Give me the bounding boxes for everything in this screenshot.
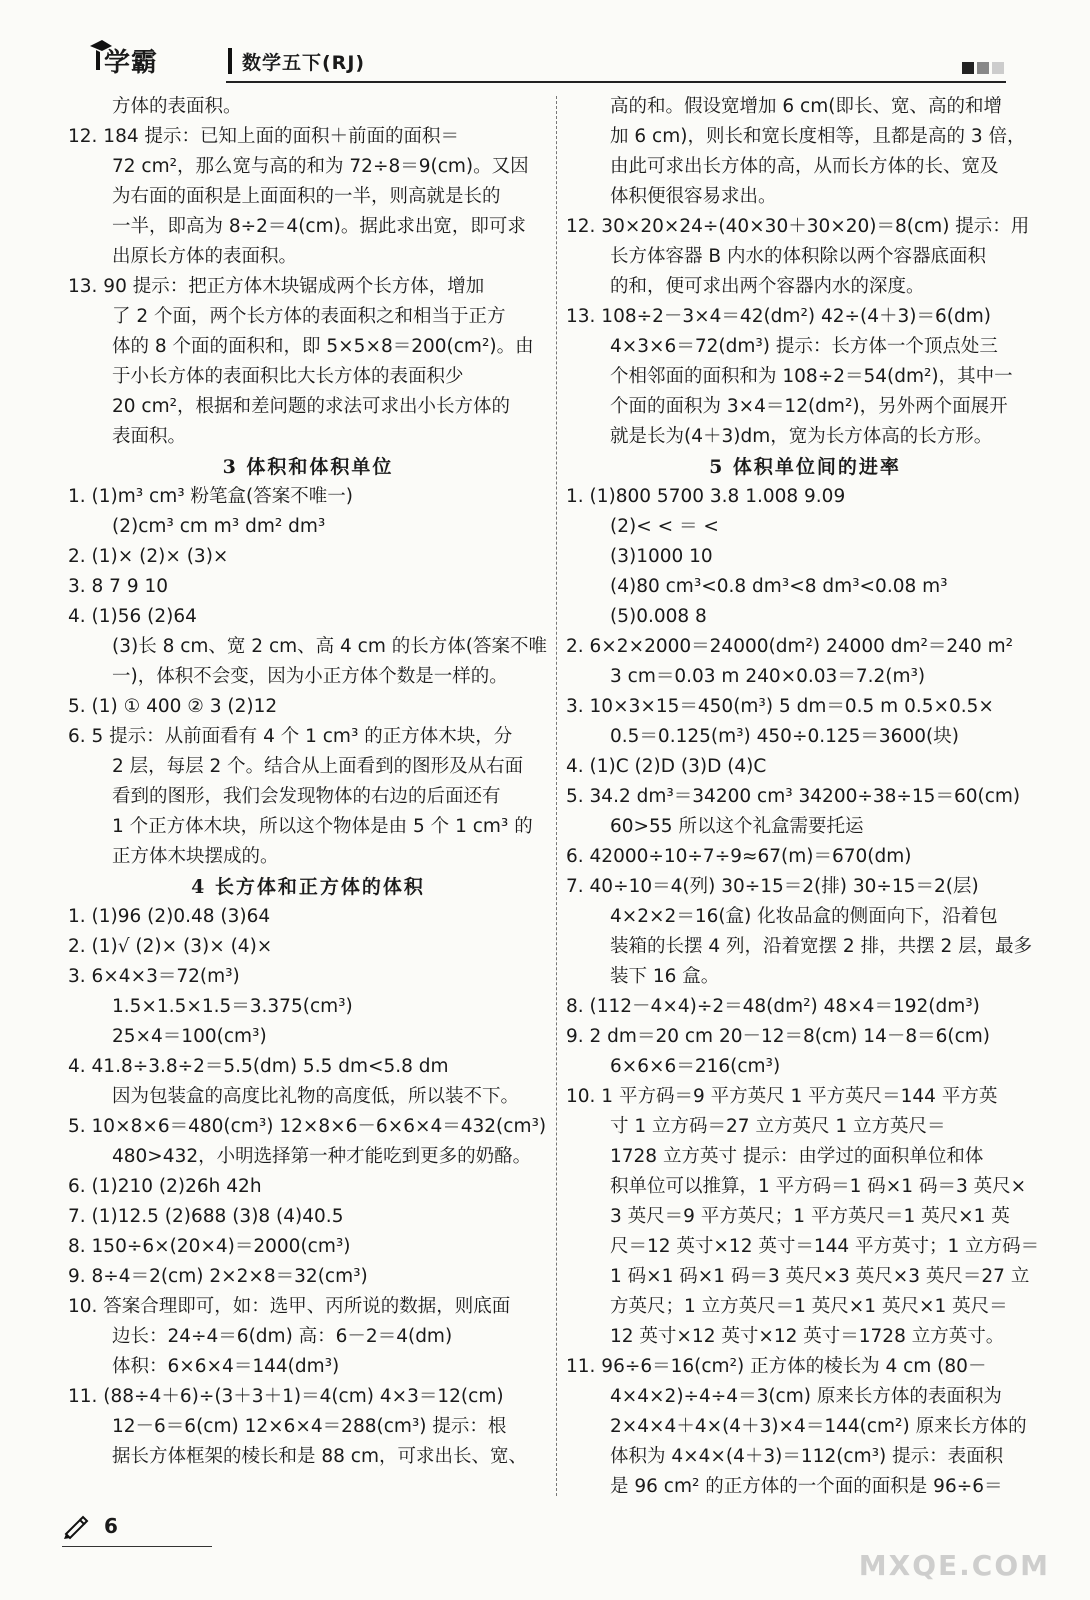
answer-line: 寸 1 立方码＝27 立方英尺 1 立方英尺＝ (610, 1116, 946, 1137)
answer-line: 3. 10×3×15＝450(m³) 5 dm＝0.5 m 0.5×0.5× (566, 696, 994, 717)
corner-squares-icon (962, 62, 1004, 74)
answer-line: 体积为 4×4×(4＋3)＝112(cm³) 提示：表面积 (610, 1446, 1004, 1467)
answer-line: 加 6 cm)，则长和宽长度相等，且都是高的 3 倍， (610, 126, 1026, 147)
answer-line: 60>55 所以这个礼盒需要托运 (610, 816, 864, 837)
answer-line: 5. (1) ① 400 ② 3 (2)12 (68, 696, 278, 717)
answer-line: 10. 1 平方码＝9 平方英尺 1 平方英尺＝144 平方英 (566, 1086, 998, 1107)
answer-line: 个面的面积为 3×4＝12(dm²)，另外两个面展开 (610, 396, 1008, 417)
answer-line: 6. 42000÷10÷7÷9≈67(m)＝670(dm) (566, 846, 912, 867)
answer-line: 12. 30×20×24÷(40×30＋30×20)＝8(cm) 提示：用 (566, 216, 1030, 237)
answer-line: 4. 41.8÷3.8÷2＝5.5(dm) 5.5 dm<5.8 dm (68, 1056, 449, 1077)
answer-line: 方体的表面积。 (112, 96, 242, 117)
answer-line: 一半，即高为 8÷2＝4(cm)。据此求出宽，即可求 (112, 216, 526, 237)
answer-line: (4)80 cm³<0.8 dm³<8 dm³<0.08 m³ (610, 576, 948, 597)
answer-line: 480>432，小明选择第一种才能吃到更多的奶酪。 (112, 1146, 532, 1167)
header-rule (226, 81, 1006, 83)
answer-line: 12－6＝6(cm) 12×6×4＝288(cm³) 提示：根 (112, 1416, 507, 1437)
answer-line: 7. 40÷10＝4(列) 30÷15＝2(排) 30÷15＝2(层) (566, 876, 979, 897)
answer-line: 2. (1)√ (2)× (3)× (4)× (68, 936, 273, 957)
answer-line: 3 cm＝0.03 m 240×0.03＝7.2(m³) (610, 666, 926, 687)
answer-line: 边长：24÷4＝6(dm) 高：6－2＝4(dm) (112, 1326, 453, 1347)
answer-line: 25×4＝100(cm³) (112, 1026, 267, 1047)
brand-logo: 学霸 (104, 48, 159, 78)
answer-line: 为右面的面积是上面面积的一半，则高就是长的 (112, 186, 501, 207)
answer-line: 6. (1)210 (2)26h 42h (68, 1176, 262, 1197)
answer-line: 10. 答案合理即可，如：选甲、丙所说的数据，则底面 (68, 1296, 511, 1317)
answer-line: 11. 96÷6＝16(cm²) 正方体的棱长为 4 cm (80－ (566, 1356, 987, 1377)
answer-line: 据长方体框架的棱长和是 88 cm，可求出长、宽、 (112, 1446, 527, 1467)
footer-rule (62, 1546, 212, 1547)
answer-line: 装下 16 盒。 (610, 966, 720, 987)
answer-line: 3. 6×4×3＝72(m³) (68, 966, 240, 987)
answer-line: 1 个正方体木块，所以这个物体是由 5 个 1 cm³ 的 (112, 816, 533, 837)
answer-line: 6×6×6＝216(cm³) (610, 1056, 781, 1077)
answer-line: 看到的图形，我们会发现物体的右边的后面还有 (112, 786, 501, 807)
answer-line: 由此可求出长方体的高，从而长方体的长、宽及 (610, 156, 999, 177)
answer-line: 体的 8 个面的面积和，即 5×5×8＝200(cm²)。由 (112, 336, 534, 357)
answer-line: 长方体容器 B 内水的体积除以两个容器底面积 (610, 246, 986, 267)
answer-line: 1.5×1.5×1.5＝3.375(cm³) (112, 996, 353, 1017)
answer-line: 高的和。假设宽增加 6 cm(即长、宽、高的和增 (610, 96, 1002, 117)
answer-line: 20 cm²，根据和差问题的求法可求出小长方体的 (112, 396, 511, 417)
answer-line: 4×4×2)÷4÷4＝3(cm) 原来长方体的表面积为 (610, 1386, 1002, 1407)
answer-line: 的和，便可求出两个容器内水的深度。 (610, 276, 925, 297)
answer-line: (3)长 8 cm、宽 2 cm、高 4 cm 的长方体(答案不唯 (112, 636, 547, 657)
answer-line: 8. (112－4×4)÷2＝48(dm²) 48×4＝192(dm³) (566, 996, 980, 1017)
answer-line: 2. 6×2×2000＝24000(dm²) 24000 dm²＝240 m² (566, 636, 1014, 657)
page-header (66, 34, 1036, 84)
answer-line: 1 码×1 码×1 码＝3 英尺×3 英尺×3 英尺＝27 立 (610, 1266, 1030, 1287)
left-column (68, 92, 548, 1472)
answer-line: (5)0.008 8 (610, 606, 707, 627)
answer-line: 8. 150÷6×(20×4)＝2000(cm³) (68, 1236, 351, 1257)
answer-line: 12 英寸×12 英寸×12 英寸＝1728 立方英寸。 (610, 1326, 1005, 1347)
answer-line: 方英尺；1 立方英尺＝1 英尺×1 英尺×1 英尺＝ (610, 1296, 1008, 1317)
answer-line: 13. 90 提示：把正方体木块锯成两个长方体，增加 (68, 276, 485, 297)
section-heading: 4 长方体和正方体的体积 (191, 876, 425, 898)
subject-title: 数学五下(RJ) (242, 52, 366, 74)
answer-line: 5. 10×8×6＝480(cm³) 12×8×6－6×6×4＝432(cm³) (68, 1116, 547, 1137)
section-heading: 3 体积和体积单位 (222, 456, 394, 478)
answer-line: (2)< < ＝ < (610, 516, 719, 537)
answer-line: (3)1000 10 (610, 546, 713, 567)
column-separator (556, 96, 557, 1496)
header-divider (228, 48, 232, 74)
answer-line: 4×2×2＝16(盒) 化妆品盒的侧面向下，沿着包 (610, 906, 998, 927)
answer-line: 7. (1)12.5 (2)688 (3)8 (4)40.5 (68, 1206, 344, 1227)
answer-line: 1. (1)m³ cm³ 粉笔盒(答案不唯一) (68, 486, 353, 507)
answer-line: 3. 8 7 9 10 (68, 576, 169, 597)
section-heading: 5 体积单位间的进率 (709, 456, 901, 478)
answer-line: 2 层，每层 2 个。结合从上面看到的图形及从右面 (112, 756, 524, 777)
page-footer (62, 1508, 222, 1548)
answer-line: 5. 34.2 dm³＝34200 cm³ 34200÷38÷15＝60(cm) (566, 786, 1021, 807)
right-column (566, 92, 1044, 1502)
answer-line: (2)cm³ cm m³ dm² dm³ (112, 516, 326, 537)
answer-line: 表面积。 (112, 426, 187, 447)
answer-line: 出原长方体的表面积。 (112, 246, 298, 267)
answer-line: 就是长为(4＋3)dm，宽为长方体高的长方形。 (610, 426, 993, 447)
answer-line: 6. 5 提示：从前面看有 4 个 1 cm³ 的正方体木块，分 (68, 726, 513, 747)
answer-line: 体积便很容易求出。 (610, 186, 777, 207)
answer-line: 2×4×4＋4×(4＋3)×4＝144(cm²) 原来长方体的 (610, 1416, 1027, 1437)
answer-line: 1. (1)800 5700 3.8 1.008 9.09 (566, 486, 846, 507)
answer-line: 13. 108÷2－3×4＝42(dm²) 42÷(4＋3)＝6(dm) (566, 306, 991, 327)
answer-line: 装箱的长摆 4 列，沿着宽摆 2 排，共摆 2 层，最多 (610, 936, 1033, 957)
answer-line: 一)，体积不会变，因为小正方体个数是一样的。 (112, 666, 508, 687)
answer-line: 12. 184 提示：已知上面的面积＋前面的面积＝ (68, 126, 459, 147)
answer-line: 于小长方体的表面积比大长方体的表面积少 (112, 366, 464, 387)
answer-line: 4. (1)56 (2)64 (68, 606, 197, 627)
answer-line: 3 英尺＝9 平方英尺；1 平方英尺＝1 英尺×1 英 (610, 1206, 1010, 1227)
answer-line: 尺＝12 英寸×12 英寸＝144 平方英寸；1 立方码＝ (610, 1236, 1040, 1257)
watermark: MXQE.COM (858, 1549, 1050, 1582)
page-number: 6 (104, 1514, 118, 1538)
answer-line: 个相邻面的面积和为 108÷2＝54(dm²)，其中一 (610, 366, 1013, 387)
answer-line: 1. (1)96 (2)0.48 (3)64 (68, 906, 271, 927)
answer-line: 是 96 cm² 的正方体的一个面的面积是 96÷6＝ (610, 1476, 1003, 1497)
answer-line: 4×3×6＝72(dm³) 提示：长方体一个顶点处三 (610, 336, 998, 357)
answer-line: 体积：6×6×4＝144(dm³) (112, 1356, 340, 1377)
answer-line: 0.5＝0.125(m³) 450÷0.125＝3600(块) (610, 726, 959, 747)
answer-line: 了 2 个面，两个长方体的表面积之和相当于正方 (112, 306, 506, 327)
answer-line: 9. 2 dm＝20 cm 20－12＝8(cm) 14－8＝6(cm) (566, 1026, 991, 1047)
answer-line: 4. (1)C (2)D (3)D (4)C (566, 756, 767, 777)
answer-line: 9. 8÷4＝2(cm) 2×2×8＝32(cm³) (68, 1266, 368, 1287)
answer-line: 2. (1)× (2)× (3)× (68, 546, 229, 567)
answer-line: 72 cm²，那么宽与高的和为 72÷8＝9(cm)。又因 (112, 156, 529, 177)
answer-line: 因为包装盒的高度比礼物的高度低，所以装不下。 (112, 1086, 520, 1107)
pencil-icon (62, 1512, 90, 1540)
answer-line: 1728 立方英寸 提示：由学过的面积单位和体 (610, 1146, 984, 1167)
answer-line: 正方体木块摆成的。 (112, 846, 279, 867)
answer-line: 11. (88÷4＋6)÷(3＋3＋1)＝4(cm) 4×3＝12(cm) (68, 1386, 504, 1407)
answer-line: 积单位可以推算，1 平方码＝1 码×1 码＝3 英尺× (610, 1176, 1027, 1197)
